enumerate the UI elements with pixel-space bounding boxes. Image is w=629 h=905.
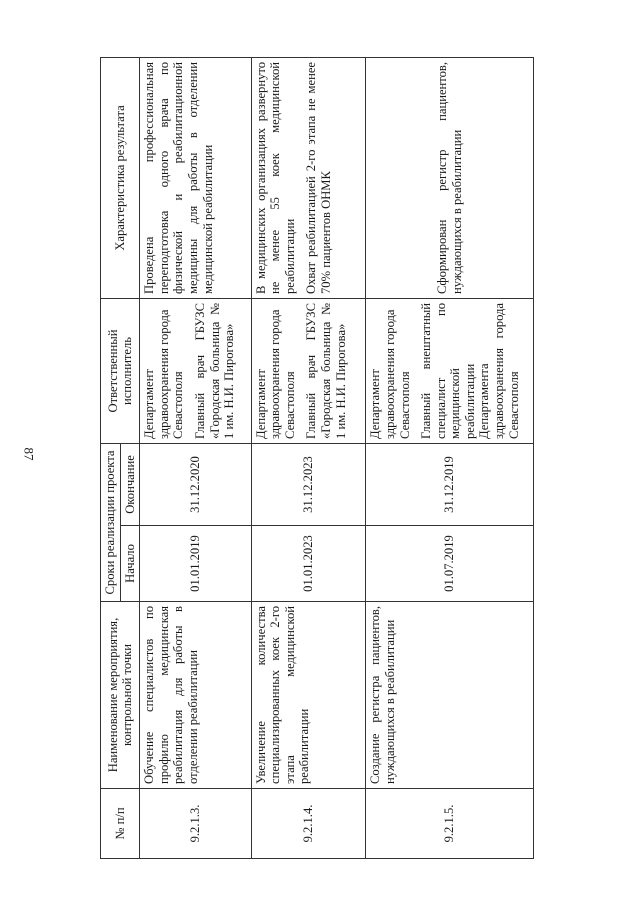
row-responsible xyxy=(251,298,366,443)
column-header-number: № п/п xyxy=(101,789,140,859)
row-number: 9.2.1.3. xyxy=(140,789,251,859)
table-row xyxy=(366,57,534,858)
row-activity-name: Обучение специалистов по профилю медицинская реабилитация для работы в отделении реабилитации xyxy=(140,602,251,789)
responsible-line: Департамент здравоохранения города Севастополя xyxy=(253,309,297,439)
row-result xyxy=(140,57,251,298)
result-line: Охват реабилитацией 2-го этапа не менее 70% пациентов ОНМК xyxy=(304,61,334,294)
rotated-page-content xyxy=(100,58,534,859)
row-start-date: 01.07.2019 xyxy=(366,526,534,602)
column-header-name: Наименование мероприятия, контрольной точки xyxy=(101,602,140,789)
row-start-date: 01.01.2023 xyxy=(251,526,366,602)
row-number: 9.2.1.5. xyxy=(366,789,534,859)
column-header-result: Характеристика результата xyxy=(101,57,140,298)
row-number: 9.2.1.4. xyxy=(251,789,366,859)
responsible-line: Департамент здравоохранения города Севастополя xyxy=(368,309,412,439)
responsible-line: Главный внештатный специалист по медицинской реабилитации Департамента здравоохранения города Севастополя xyxy=(419,302,521,439)
row-result xyxy=(251,57,366,298)
row-result xyxy=(366,57,534,298)
column-header-responsible: Ответственный исполнитель xyxy=(101,298,140,443)
row-end-date: 31.12.2023 xyxy=(251,443,366,525)
result-line: Сформирован регистр пациентов, нуждающихся в реабилитации xyxy=(435,61,464,294)
row-responsible xyxy=(140,298,251,443)
page-number: 87 xyxy=(21,447,37,461)
row-end-date: 31.12.2020 xyxy=(140,443,251,525)
column-header-start: Начало xyxy=(120,526,140,602)
row-activity-name: Увеличение количества специализированных коек 2-го этапа медицинской реабилитации xyxy=(251,602,366,789)
result-line: Проведена профессиональная переподготовка одного врача по физической и реабилитационной медицины для работы в отделении медицинской реабилитации xyxy=(142,61,215,294)
result-line: В медицинских организациях развернуто не менее 55 коек медицинской реабилитации xyxy=(253,61,297,294)
column-header-end: Окончание xyxy=(120,443,140,525)
project-plan-table xyxy=(100,57,534,859)
table-row xyxy=(140,57,251,858)
column-header-dates: Сроки реализации проекта xyxy=(101,443,121,601)
row-responsible xyxy=(366,298,534,443)
responsible-line: Главный врач ГБУЗС «Городская больница № 1 им. Н.И. Пирогова» xyxy=(192,302,237,439)
row-end-date: 31.12.2019 xyxy=(366,443,534,525)
responsible-line: Департамент здравоохранения города Севастополя xyxy=(142,309,186,439)
responsible-line: Главный врач ГБУЗС «Городская больница № 1 им. Н.И. Пирогова» xyxy=(304,302,348,439)
row-activity-name: Создание регистра пациентов, нуждающихся в реабилитации xyxy=(366,602,534,789)
table-row xyxy=(251,57,366,858)
row-start-date: 01.01.2019 xyxy=(140,526,251,602)
